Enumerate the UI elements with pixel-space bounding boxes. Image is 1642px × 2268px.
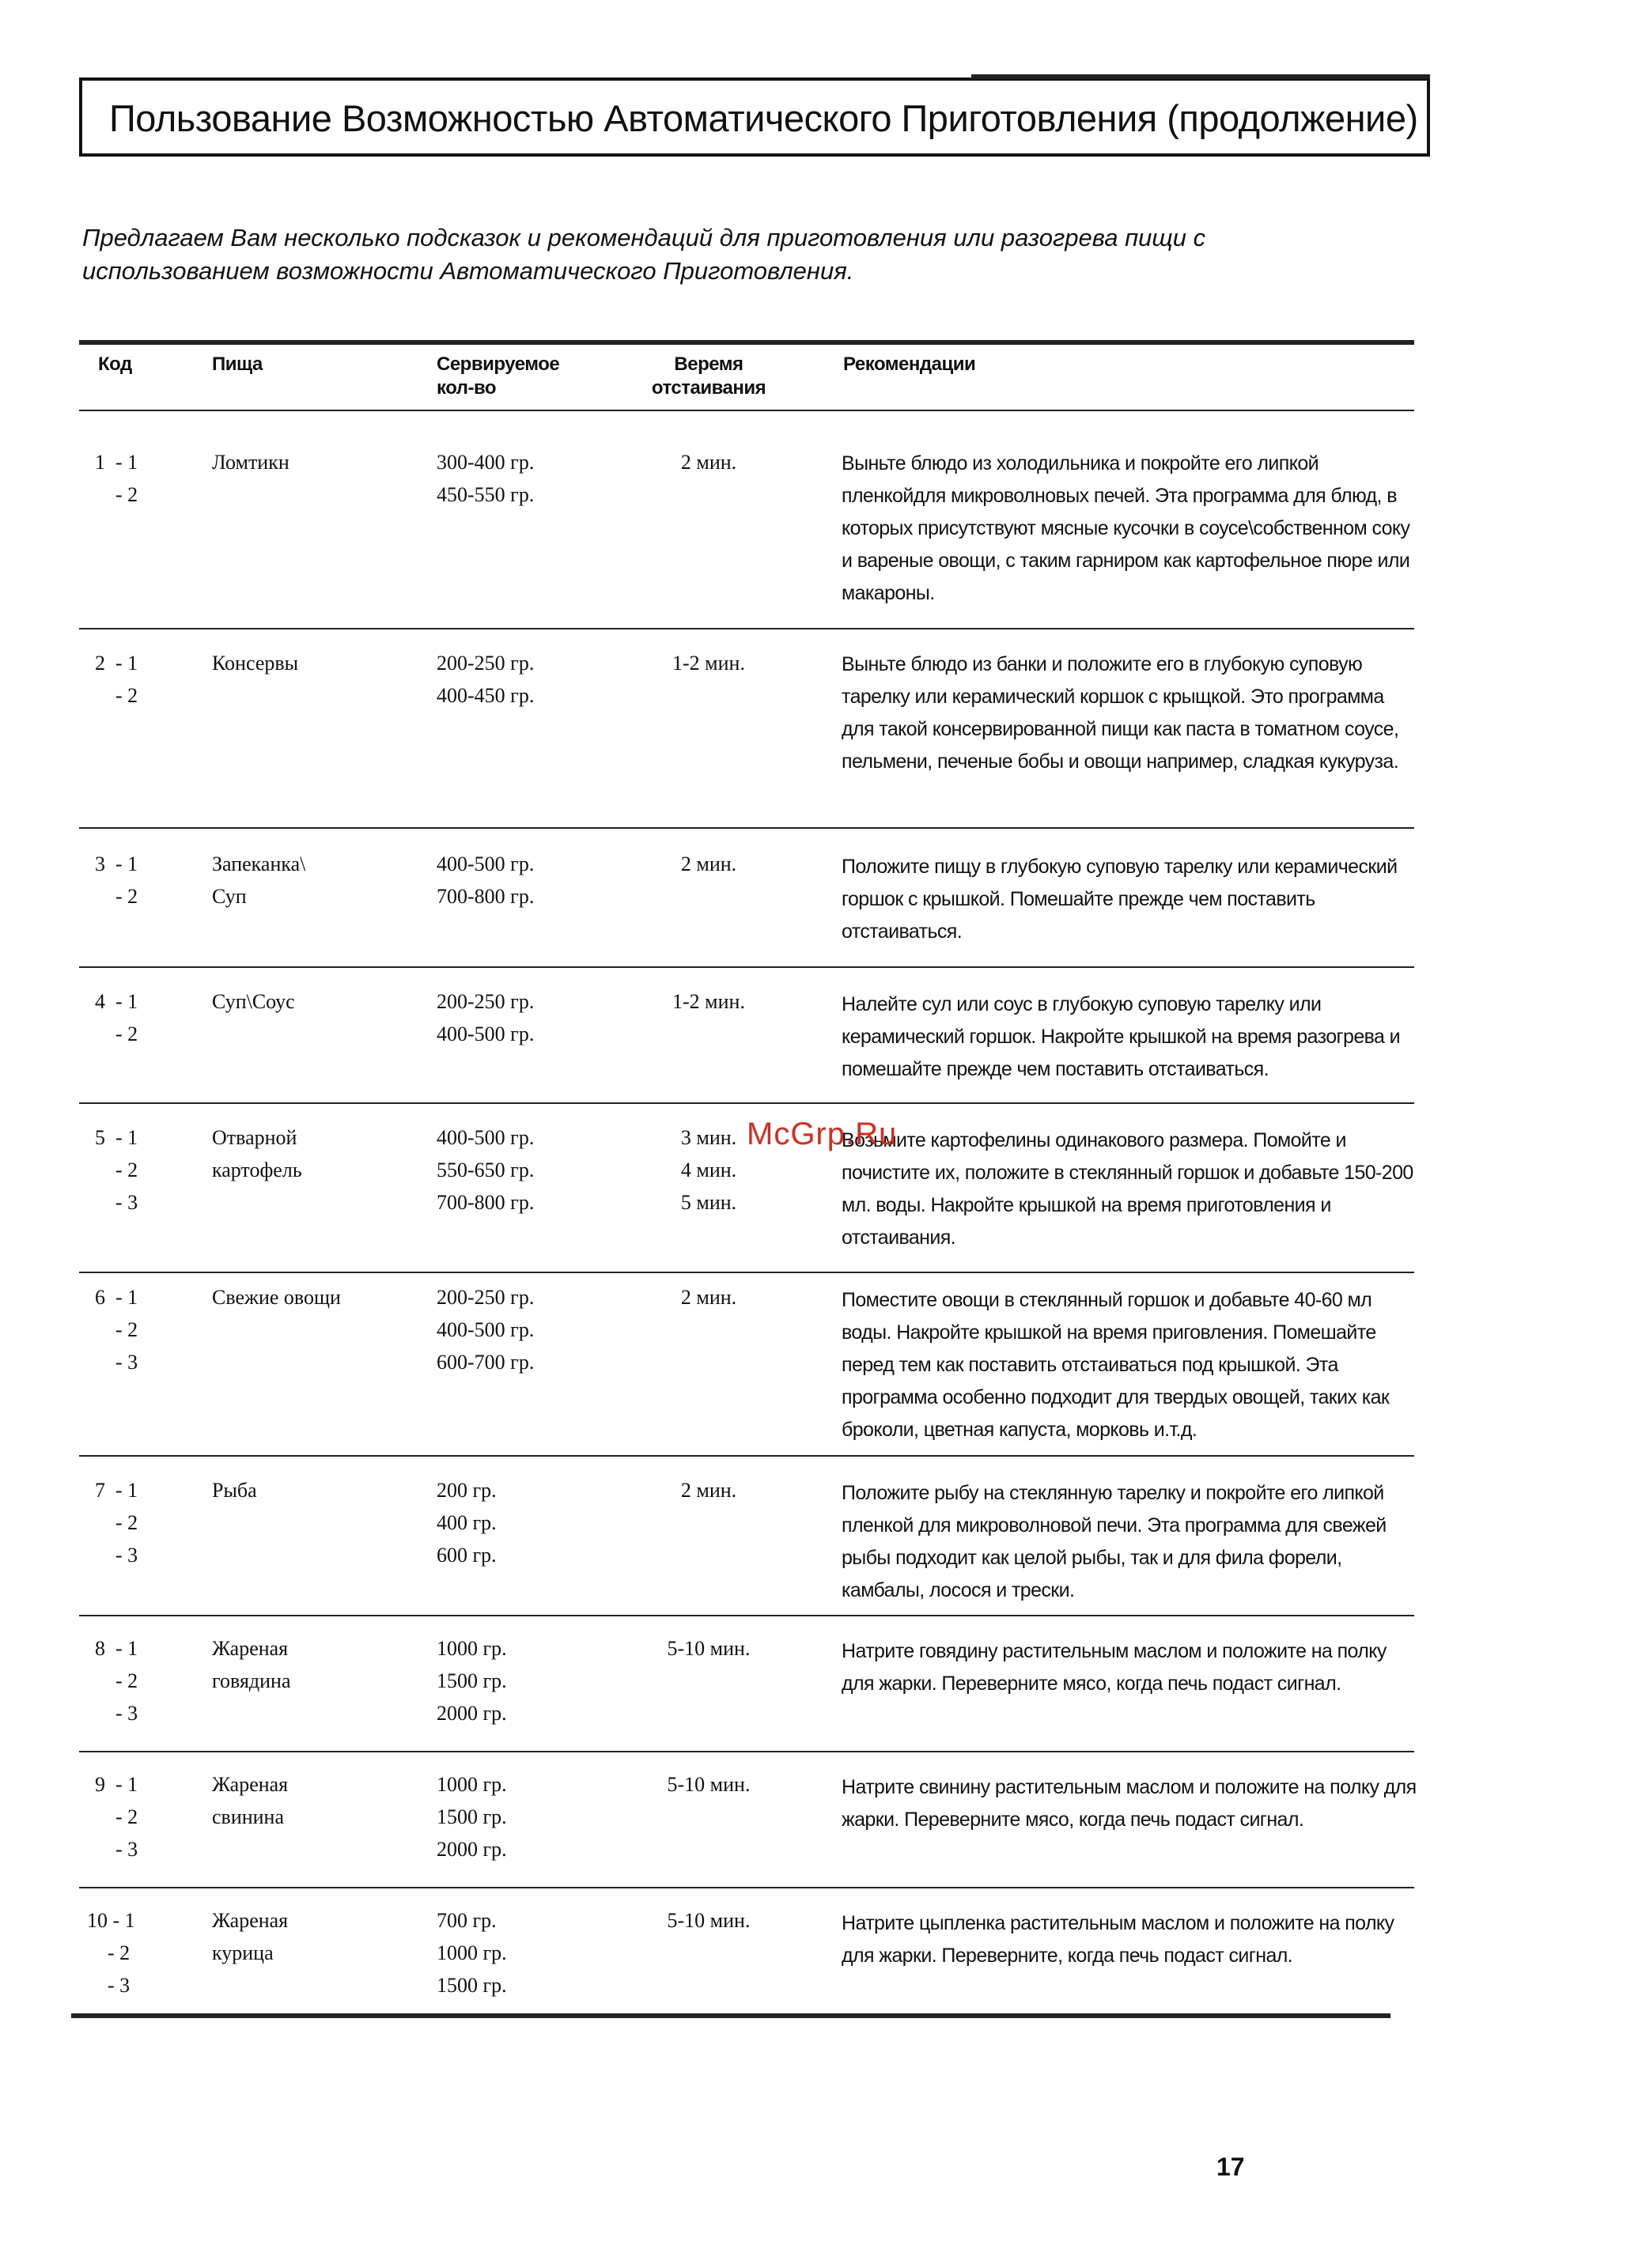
row-divider (79, 1102, 1414, 1104)
row-10-code: 10 - 1 - 2 - 3 (87, 1909, 135, 1997)
row-9-food: Жареная свинина (212, 1773, 289, 1828)
row-3-recommendation: Положите пищу в глубокую суповую тарелку или керамический горшок с крышкой. Помешайте прежде чем поставить отстаиваться. (842, 856, 1398, 943)
row-5-standing: 3 мин. 4 мин. 5 мин. (680, 1126, 737, 1214)
row-7-recommendation: Положите рыбу на стеклянную тарелку и покройте его липкой пленкой для микроволновой печи. Эта программа для свежей рыбы подходит как целой рыбы, так и для фила форели, камбалы, лосося и трески. (842, 1482, 1387, 1601)
row-divider (79, 628, 1414, 629)
row-3-food: Запеканка\ Суп (212, 852, 306, 908)
header-standing: Веремя отстаивания (651, 353, 766, 399)
row-8-code: 8 - 1 - 2 - 3 (95, 1637, 138, 1725)
row-divider (79, 1615, 1414, 1616)
row-divider (79, 827, 1414, 829)
row-9-standing: 5-10 мин. (667, 1773, 751, 1796)
row-1-standing: 2 мин. (680, 451, 737, 474)
row-6-code: 6 - 1 - 2 - 3 (95, 1286, 138, 1374)
row-divider (79, 1272, 1414, 1273)
page-number: 17 (1216, 2153, 1245, 2181)
header-code: Код (98, 353, 132, 375)
intro-line-1: Предлагаем Вам несколько подсказок и рекомендаций для приготовления или разогрева пищи с (82, 224, 1206, 251)
row-5-serving: 400-500 гр. 550-650 гр. 700-800 гр. (437, 1126, 535, 1214)
row-10-recommendation: Натрите цыпленка растительным маслом и положите на полку для жарки. Переверните, когда печь подаст сигнал. (842, 1912, 1394, 1967)
row-10-standing: 5-10 мин. (667, 1909, 751, 1932)
header-food: Пища (212, 353, 263, 375)
row-9-code: 9 - 1 - 2 - 3 (95, 1773, 138, 1861)
row-4-serving: 200-250 гр. 400-500 гр. (437, 990, 535, 1045)
row-2-food: Консервы (212, 652, 299, 675)
row-8-food: Жареная говядина (212, 1637, 291, 1692)
table-bottom-rule (71, 2013, 1390, 2018)
row-2-recommendation: Выньте блюдо из банки и положите его в глубокую суповую тарелку или керамический коршок с крыщкой. Это программа для такой консервированной пищи как паста в томатном соусе, пельмени, печеные бобы и овощи например, сладкая кукуруза. (842, 653, 1399, 773)
row-9-recommendation: Натрите свинину растительным маслом и положите на полку для жарки. Переверните мясо, когда печь подаст сигнал. (842, 1776, 1417, 1831)
page-title: Пользование Возможностью Автоматического Приготовления (продолжение) (109, 97, 1418, 139)
row-8-serving: 1000 гр. 1500 гр. 2000 гр. (437, 1637, 507, 1725)
row-4-food: Суп\Соус (212, 990, 295, 1013)
row-divider (79, 1887, 1414, 1888)
row-3-code: 3 - 1 - 2 (95, 852, 138, 908)
row-1-recommendation: Выньте блюдо из холодильника и покройте его липкой пленкойдля микроволновых печей. Эта программа для блюд, в которых присутствуют мясные кусочки в соусе\собственном соку и вареные овощи, с таким гарниром как картофельное пюре или макароны. (842, 452, 1410, 604)
row-6-food: Свежие овощи (212, 1286, 341, 1309)
row-5-recommendation: Возьмите картофелины одинакового размера. Помойте и почистите их, положите в стеклянный горшок и добавьте 150-200 мл. воды. Накройте крышкой на время приготовления и отстаивания. (842, 1129, 1413, 1249)
row-5-food: Отварной картофель (212, 1126, 302, 1181)
header-serving: Сервируемое кол-во (437, 353, 560, 399)
row-1-code: 1 - 1 - 2 (95, 451, 138, 506)
row-7-food: Рыба (212, 1479, 257, 1502)
row-7-code: 7 - 1 - 2 - 3 (95, 1479, 138, 1567)
title-box (79, 77, 1430, 157)
row-6-standing: 2 мин. (680, 1286, 737, 1309)
row-1-serving: 300-400 гр. 450-550 гр. (437, 451, 535, 506)
row-2-standing: 1-2 мин. (672, 652, 745, 675)
row-7-serving: 200 гр. 400 гр. 600 гр. (437, 1479, 497, 1567)
row-divider (79, 1455, 1414, 1457)
intro-line-2: использованием возможности Автоматического Приготовления. (82, 257, 854, 285)
row-6-serving: 200-250 гр. 400-500 гр. 600-700 гр. (437, 1286, 535, 1374)
row-divider (79, 1751, 1414, 1752)
row-10-food: Жареная курица (212, 1909, 289, 1964)
row-divider (79, 966, 1414, 968)
row-3-standing: 2 мин. (680, 852, 737, 875)
watermark: McGrp.Ru (747, 1117, 898, 1151)
row-1-food: Ломтикн (212, 451, 289, 474)
row-7-standing: 2 мин. (680, 1479, 737, 1502)
row-2-serving: 200-250 гр. 400-450 гр. (437, 652, 535, 707)
row-5-code: 5 - 1 - 2 - 3 (95, 1126, 138, 1214)
table-top-rule (79, 340, 1414, 345)
row-10-serving: 700 гр. 1000 гр. 1500 гр. (437, 1909, 507, 1997)
row-6-recommendation: Поместите овощи в стеклянный горшок и добавьте 40-60 мл воды. Накройте крышкой на время приговления. Помешайте перед тем как поставить отстаиваться под крышкой. Эта программа особенно подходит для твердых овощей, таких как броколи, цветная капуста, морковь и.т.д. (842, 1289, 1390, 1441)
intro-text (82, 221, 1348, 288)
header-rule (79, 410, 1414, 411)
row-8-standing: 5-10 мин. (667, 1637, 751, 1660)
row-2-code: 2 - 1 - 2 (95, 652, 138, 707)
row-9-serving: 1000 гр. 1500 гр. 2000 гр. (437, 1773, 507, 1861)
row-3-serving: 400-500 гр. 700-800 гр. (437, 852, 535, 908)
header-recommendations: Рекомендации (843, 353, 976, 375)
row-4-code: 4 - 1 - 2 (95, 990, 138, 1045)
row-8-recommendation: Натрите говядину растительным маслом и положите на полку для жарки. Переверните мясо, когда печь подаст сигнал. (842, 1640, 1387, 1695)
row-4-standing: 1-2 мин. (672, 990, 745, 1013)
row-4-recommendation: Налейте сул или соус в глубокую суповую тарелку или керамический горшок. Накройте крышкой на время разогрева и помешайте прежде чем поставить отстаиваться. (842, 993, 1401, 1080)
